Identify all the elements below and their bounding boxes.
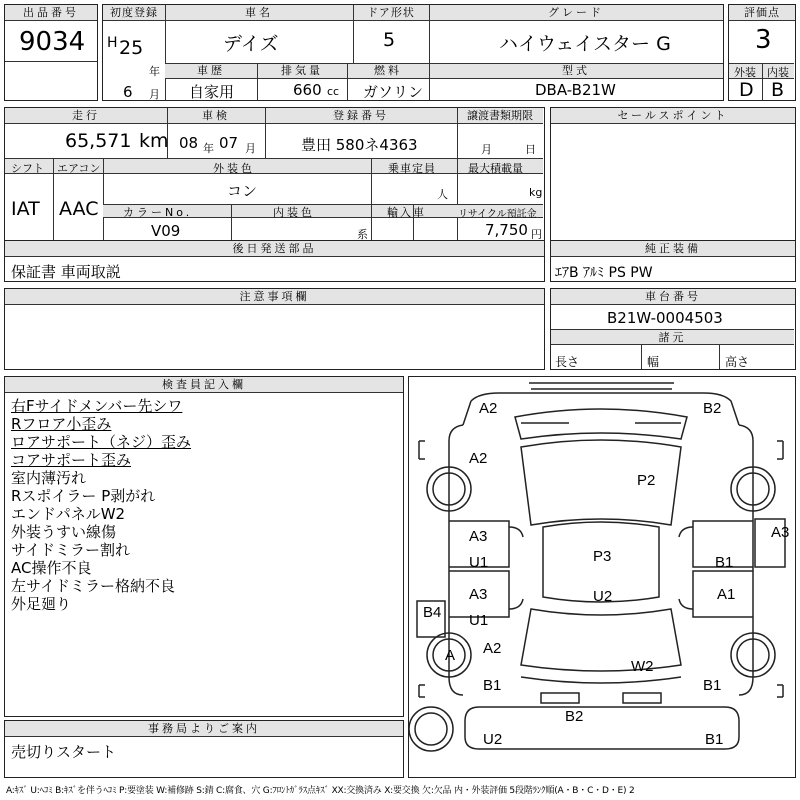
plate-value: 豊田 580ネ4363 (301, 136, 418, 154)
lot-number-box (4, 4, 98, 101)
inspector-note: Rスポイラー P剥がれ (11, 487, 156, 505)
recycle-value: 7,750 (485, 221, 528, 239)
damage-mark-rear-bumper-center: B2 (565, 708, 584, 725)
damage-mark-back-door: W2 (631, 658, 654, 675)
ac-header: エアコン (57, 162, 101, 175)
registration-month: 6 (123, 83, 133, 101)
inspector-note: 外足廻り (11, 595, 72, 613)
parts-box (4, 240, 545, 282)
dimensions-header: 諸元 (551, 329, 794, 345)
equipment-header: 純正装備 (551, 241, 795, 257)
damage-mark-center-bottom: U2 (593, 588, 613, 605)
inspection-month: 07 (219, 134, 239, 152)
sales-point-header: セールスポイント (551, 108, 795, 124)
inspector-note: Rフロア小歪み (11, 415, 112, 433)
fuel-header: 燃料 (374, 64, 402, 77)
displacement-value: 660 (293, 81, 322, 99)
load-header: 最大積載量 (468, 162, 523, 175)
damage-mark-rear-bumper-right: B1 (705, 731, 724, 748)
inspector-header: 検査員記入欄 (5, 377, 403, 393)
first-registration-header: 初度登録 (103, 5, 165, 21)
transfer-day-unit: 日 (525, 143, 536, 156)
score-value: 3 (755, 25, 772, 55)
inspection-month-unit: 月 (245, 142, 256, 155)
inspector-notes (11, 397, 191, 613)
parts-header: 後日発送部品 (5, 241, 544, 257)
capacity-header: 乗車定員 (388, 162, 436, 175)
displacement-header: 排気量 (281, 64, 323, 77)
exterior-grade-header: 外装 (734, 66, 756, 79)
office-box (4, 720, 404, 778)
inspector-note: AC操作不良 (11, 559, 92, 577)
exterior-grade: D (739, 79, 754, 101)
color-no-header: カラーNo. (123, 206, 193, 219)
history-header: 車歴 (197, 64, 225, 77)
damage-mark-center-top: P3 (593, 548, 612, 565)
damage-mark-right-front-fender: A3 (771, 524, 790, 541)
registration-year: 25 (119, 37, 144, 59)
doors-header: ドア形状 (353, 5, 429, 21)
recycle-header: リサイクル預託金 (458, 209, 537, 220)
ext-color-header: 外装色 (213, 162, 255, 175)
doors-value: 5 (383, 29, 396, 51)
damage-mark-left-rear-lower: B1 (703, 677, 722, 694)
dimension-height: 高さ (725, 355, 750, 369)
inspector-note: コアサポート歪み (11, 451, 132, 469)
inspection-year: 08 (179, 134, 199, 152)
damage-mark-right-rocker: B4 (423, 604, 442, 621)
inspection-year-unit: 年 (203, 142, 214, 155)
damage-mark-right-rear-quarter: A2 (483, 640, 502, 657)
mileage-value: 65,571 (65, 130, 132, 152)
ac-value: AAC (59, 198, 99, 220)
transfer-month-unit: 月 (481, 143, 492, 156)
int-color-unit: 系 (357, 228, 368, 241)
chassis-header: 車台番号 (551, 289, 795, 305)
dimension-width: 幅 (647, 355, 660, 369)
era-letter: H (107, 35, 118, 51)
inspector-note: 左サイドミラー格納不良 (11, 577, 175, 595)
legend: A:ｷｽﾞ U:ﾍｺﾐ B:ｷｽﾞを伴うﾍｺﾐ P:要塗装 W:補修跡 S:錆 C:腐食、穴 G:ﾌﾛﾝﾄｶﾞﾗｽ点ｷｽﾞ XX:交換済み X:要交換 欠:欠品 内・外装評価 5段階ﾗﾝｸ順(A・B・C・D・E) 2 (6, 786, 635, 796)
office-value: 売切りスタート (11, 743, 117, 761)
sales-point-box (550, 107, 796, 244)
damage-mark-right-rear-door: U1 (469, 612, 489, 629)
dimension-length: 長さ (555, 355, 580, 369)
damage-mark-right-rear-wheel: A (445, 647, 456, 664)
damage-mark-right-front-door: U1 (469, 554, 489, 571)
ext-color-value: コン (227, 182, 258, 200)
grade-header: グレード (429, 5, 723, 21)
inspection-header: 車検 (167, 108, 265, 124)
import-header: 輸入車 (387, 206, 426, 219)
damage-mark-rear-bumper-left: U2 (483, 731, 503, 748)
year-unit: 年 (149, 65, 160, 78)
inspector-note: 室内薄汚れ (11, 469, 87, 487)
mileage-header: 走行 (5, 108, 167, 124)
load-unit: kg (529, 186, 543, 199)
damage-mark-front-bumper-left: A2 (479, 400, 498, 417)
score-header: 評価点 (729, 5, 795, 21)
transfer-header: 譲渡書類期限 (457, 108, 543, 124)
inspector-note: エンドパネルW2 (11, 505, 126, 523)
fuel-value: ガソリン (363, 83, 424, 101)
lot-number-header: 出品番号 (5, 5, 97, 21)
model-code-header: 型式 (562, 64, 590, 77)
inspector-note: サイドミラー割れ (11, 541, 130, 559)
details-block (4, 107, 545, 244)
damage-mark-right-front-door-top: A3 (469, 528, 488, 545)
car-name: デイズ (223, 33, 279, 55)
car-outline (409, 377, 794, 776)
shift-header: シフト (11, 162, 44, 175)
damage-mark-left-rear-door: A1 (717, 586, 736, 603)
office-header: 事務局よりご案内 (5, 721, 403, 737)
car-name-header: 車名 (165, 5, 353, 21)
score-box (728, 4, 796, 101)
inspector-note: ロアサポート（ネジ）歪み (11, 433, 192, 451)
damage-mark-front-bumper-right: B2 (703, 400, 722, 417)
inspector-note: 右Fサイドメンバー先シワ (11, 397, 183, 415)
inspector-note: 外装うすい線傷 (11, 523, 117, 541)
vehicle-info-block (102, 4, 724, 101)
chassis-box (550, 288, 796, 370)
plate-header: 登録番号 (265, 108, 457, 124)
model-code-value: DBA-B21W (535, 81, 616, 99)
lot-number: 9034 (19, 27, 86, 57)
damage-mark-left-front-door: B1 (715, 554, 734, 571)
damage-mark-right-rear-door-top: A3 (469, 586, 488, 603)
equipment-value: ｴｱB ｱﾙﾐ PS PW (555, 265, 653, 281)
int-color-header: 内装色 (273, 206, 315, 219)
displacement-unit: cc (327, 85, 340, 98)
damage-diagram (408, 376, 796, 778)
mileage-unit: km (139, 130, 169, 152)
recycle-unit: 円 (531, 228, 542, 241)
shift-value: IAT (11, 198, 40, 220)
grade-value: ハイウェイスター G (499, 33, 671, 55)
history-value: 自家用 (189, 83, 235, 101)
damage-mark-right-rear-lower: B1 (483, 677, 502, 694)
equipment-box (550, 240, 796, 282)
notes-header: 注意事項欄 (5, 289, 544, 305)
interior-grade: B (771, 79, 785, 101)
inspector-box (4, 376, 404, 717)
notes-box (4, 288, 545, 370)
chassis-value: B21W-0004503 (607, 309, 723, 327)
month-unit: 月 (149, 88, 160, 101)
color-no-value: V09 (151, 222, 181, 240)
capacity-unit: 人 (437, 188, 448, 201)
parts-value: 保証書 車両取説 (11, 263, 121, 281)
damage-mark-roof: P2 (637, 472, 656, 489)
damage-mark-hood-left: A2 (469, 450, 488, 467)
interior-grade-header: 内装 (767, 66, 789, 79)
